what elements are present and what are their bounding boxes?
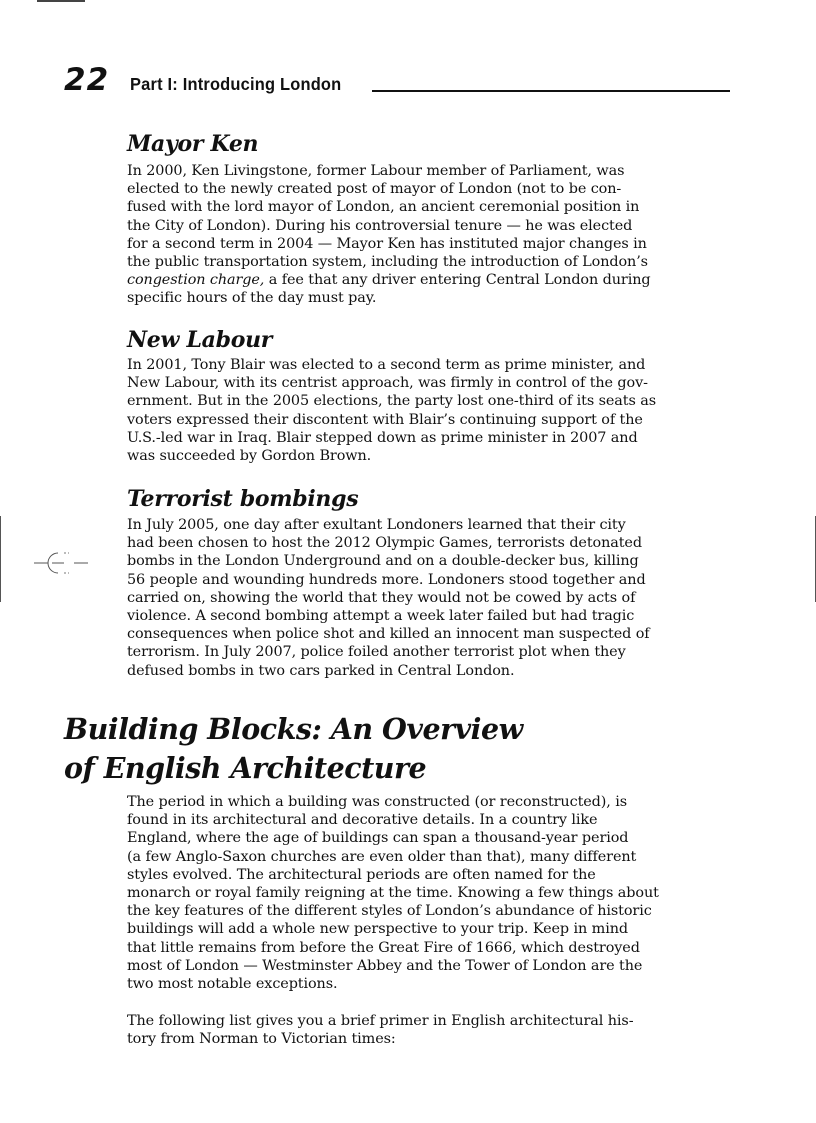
text-line: [127, 271, 767, 289]
text-line: most of London — Westminster Abbey and the Tower of London are the: [127, 957, 643, 974]
text-fragment: a fee that any driver entering Central London during: [264, 272, 651, 289]
page-number: 22: [64, 62, 110, 98]
section-heading-terrorist-bombings: Terrorist bombings: [127, 486, 359, 512]
text-line: styles evolved. The architectural periods are often named for the: [127, 866, 596, 883]
text-line: In July 2005, one day after exultant Londoners learned that their city: [127, 517, 626, 533]
running-head: Part I: Introducing London: [130, 74, 342, 94]
text-line: voters expressed their discontent with Blair’s continuing support of the: [127, 411, 643, 428]
text-line: ernment. But in the 2005 elections, the party lost one-third of its seats as: [127, 393, 656, 410]
text-line: (a few Anglo-Saxon churches are even older than that), many different: [127, 848, 637, 865]
text-line: 56 people and wounding hundreds more. Londoners stood together and: [127, 571, 646, 588]
text-line: England, where the age of buildings can span a thousand-year period: [127, 830, 629, 847]
paragraph-mayor-ken: [127, 162, 767, 308]
text-line: The following list gives you a brief primer in English architectural his-: [127, 1013, 634, 1029]
text-line: bombs in the London Underground and on a double-decker bus, killing: [127, 553, 639, 570]
text-line: In 2001, Tony Blair was elected to a second term as prime minister, and: [127, 357, 646, 373]
text-line: consequences when police shot and killed an innocent man suspected of: [127, 626, 650, 643]
text-line: the public transportation system, including the introduction of London’s: [127, 254, 648, 271]
text-line: fused with the lord mayor of London, an ancient ceremonial position in: [127, 199, 640, 216]
header-rule: [372, 90, 730, 92]
crop-mark-left: [0, 516, 1, 602]
paragraph-terrorist-bombings: [127, 516, 767, 680]
crop-mark-top: [37, 0, 85, 2]
text-line: monarch or royal family reigning at the time. Knowing a few things about: [127, 885, 659, 902]
text-line: was succeeded by Gordon Brown.: [127, 448, 372, 465]
section-heading-mayor-ken: Mayor Ken: [127, 131, 259, 157]
text-line: two most notable exceptions.: [127, 976, 338, 993]
section-heading-new-labour: New Labour: [127, 327, 273, 353]
main-heading-line-2: of English Architecture: [64, 751, 427, 785]
registration-mark-icon: [34, 550, 90, 576]
text-line: the key features of the different styles of London’s abundance of historic: [127, 903, 652, 920]
text-line: found in its architectural and decorative details. In a country like: [127, 812, 598, 829]
text-line: tory from Norman to Victorian times:: [127, 1031, 396, 1048]
text-line: the City of London). During his controversial tenure — he was elected: [127, 217, 633, 234]
text-line: New Labour, with its centrist approach, was firmly in control of the gov-: [127, 375, 648, 392]
text-line: that little remains from before the Great Fire of 1666, which destroyed: [127, 939, 640, 956]
text-line: elected to the newly created post of mayor of London (not to be con-: [127, 181, 622, 198]
paragraph-list-intro: [127, 1012, 767, 1048]
text-line: terrorism. In July 2007, police foiled another terrorist plot when they: [127, 644, 626, 661]
text-line: carried on, showing the world that they would not be cowed by acts of: [127, 589, 636, 606]
text-line: for a second term in 2004 — Mayor Ken has instituted major changes in: [127, 235, 647, 252]
text-line: U.S.-led war in Iraq. Blair stepped down as prime minister in 2007 and: [127, 429, 638, 446]
text-line: had been chosen to host the 2012 Olympic Games, terrorists detonated: [127, 535, 642, 552]
paragraph-architecture-intro: [127, 793, 767, 993]
text-line: violence. A second bombing attempt a week later failed but had tragic: [127, 608, 635, 625]
main-heading-line-1: Building Blocks: An Overview: [64, 712, 523, 746]
text-line: defused bombs in two cars parked in Central London.: [127, 662, 515, 679]
paragraph-new-labour: [127, 356, 767, 465]
italic-term: congestion charge,: [127, 272, 265, 289]
text-line: specific hours of the day must pay.: [127, 290, 377, 307]
text-line: The period in which a building was constructed (or reconstructed), is: [127, 794, 628, 810]
text-line: In 2000, Ken Livingstone, former Labour member of Parliament, was: [127, 163, 625, 179]
text-line: buildings will add a whole new perspective to your trip. Keep in mind: [127, 921, 628, 938]
